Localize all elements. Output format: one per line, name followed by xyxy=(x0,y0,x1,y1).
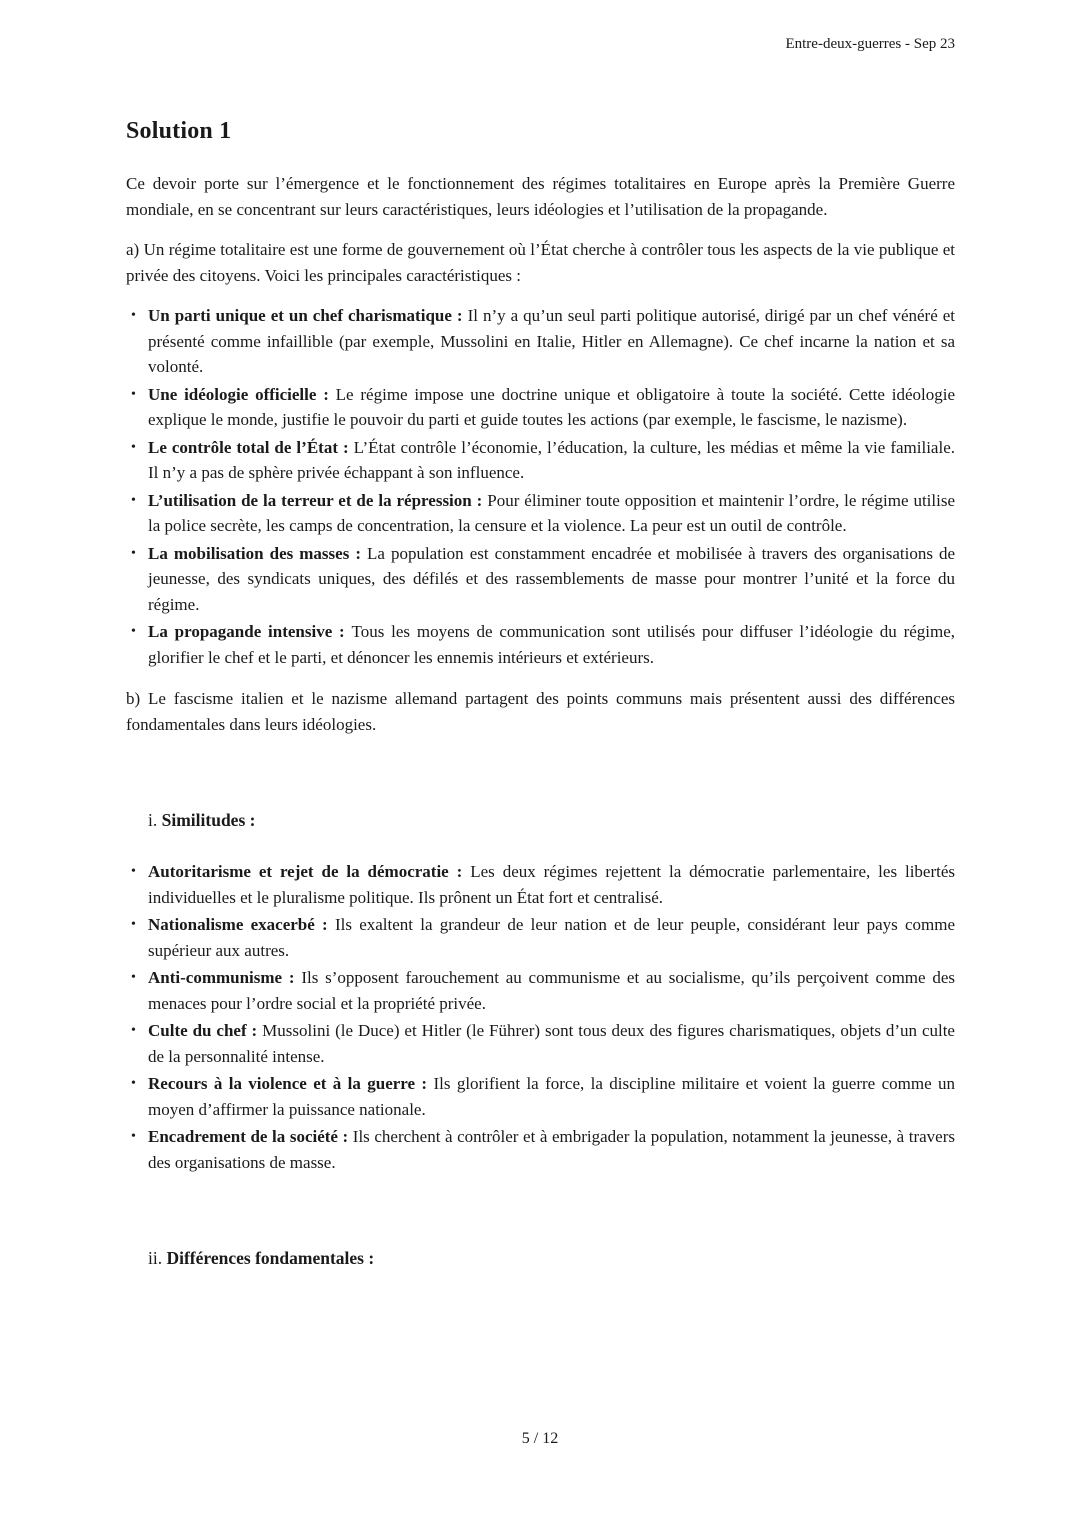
subheading-differences xyxy=(126,1245,955,1271)
subheading-label: Similitudes : xyxy=(161,810,256,830)
characteristics-list xyxy=(126,303,955,670)
bullet-icon: • xyxy=(131,439,136,455)
subheading-similitudes xyxy=(126,807,955,833)
bullet-icon: • xyxy=(131,864,136,879)
similitudes-list xyxy=(126,859,955,1175)
list-item-lead: La propagande intensive : xyxy=(148,622,345,641)
subheading-numeral: i. xyxy=(148,810,158,830)
page-header: Entre-deux-guerres - Sep 23 xyxy=(785,36,955,52)
list-item xyxy=(126,435,955,486)
list-item xyxy=(126,488,955,539)
list-item xyxy=(126,1124,955,1175)
page-title: Solution 1 xyxy=(126,118,232,144)
bullet-icon: • xyxy=(131,917,136,932)
bullet-icon: • xyxy=(131,492,136,508)
list-item-lead: Recours à la violence et à la guerre : xyxy=(148,1074,428,1093)
list-item xyxy=(126,1018,955,1069)
list-item-text: Ils s’opposent farouchement au communisme et au socialisme, qu’ils perçoivent comme des menaces pour l’ordre social et la propriété privée. xyxy=(148,968,956,1013)
bullet-icon: • xyxy=(131,970,136,985)
list-item-lead: Autoritarisme et rejet de la démocratie : xyxy=(148,862,463,881)
list-item-lead: Le contrôle total de l’État : xyxy=(148,437,349,457)
section-b-paragraph: b) Le fascisme italien et le nazisme allemand partagent des points communs mais présentent aussi des différences fondamentales dans leurs idéologies. xyxy=(126,689,955,734)
list-item xyxy=(126,1071,955,1122)
bullet-icon: • xyxy=(131,386,136,402)
list-item-lead: Une idéologie officielle : xyxy=(148,384,329,404)
subheading-numeral: ii. xyxy=(148,1248,163,1268)
list-item-text: Les deux régimes rejettent la démocratie parlementaire, les libertés individuelles et le pluralisme politique. Ils prônent un État fort et centralisé. xyxy=(148,862,956,907)
list-item xyxy=(126,912,955,963)
list-item xyxy=(126,965,955,1016)
list-item xyxy=(126,619,955,670)
list-item xyxy=(126,859,955,910)
list-item-text: Pour éliminer toute opposition et maintenir l’ordre, le régime utilise la police secrète, les camps de concentration, la censure et la violence. La peur est un outil de contrôle. xyxy=(148,490,955,535)
list-item-text: Ils glorifient la force, la discipline militaire et voient la guerre comme un moyen d’affirmer la puissance nationale. xyxy=(148,1074,955,1119)
bullet-icon: • xyxy=(131,624,136,639)
list-item xyxy=(126,303,955,380)
list-item-text: Tous les moyens de communication sont utilisés pour diffuser l’idéologie du régime, glorifier le chef et le parti, et dénoncer les ennemis intérieurs et extérieurs. xyxy=(148,622,956,667)
subheading-label: Différences fondamentales : xyxy=(166,1248,375,1268)
bullet-icon: • xyxy=(131,1129,136,1144)
list-item-text: Il n’y a qu’un seul parti politique autorisé, dirigé par un chef vénéré et présenté comme infaillible (par exemple, Mussolini en Italie, Hitler en Allemagne). Ce chef incarne la nation et sa volonté. xyxy=(148,306,956,376)
bullet-icon: • xyxy=(131,545,136,561)
list-item-lead: L’utilisation de la terreur et de la répression : xyxy=(148,490,483,510)
list-item-lead: Nationalisme exacerbé : xyxy=(148,915,328,934)
list-item-lead: Encadrement de la société : xyxy=(148,1127,349,1146)
list-item xyxy=(126,382,955,433)
list-item-lead: La mobilisation des masses : xyxy=(148,543,361,563)
list-item-lead: Un parti unique et un chef charismatique : xyxy=(148,306,463,325)
bullet-icon: • xyxy=(131,1023,136,1038)
list-item xyxy=(126,541,955,618)
intro-paragraph: Ce devoir porte sur l’émergence et le fonctionnement des régimes totalitaires en Europe après la Première Guerre mondiale, en se concentrant sur leurs caractéristiques, leurs idéologies et l’utilisation de la propagande. xyxy=(126,174,955,219)
bullet-icon: • xyxy=(131,308,136,323)
list-item-lead: Culte du chef : xyxy=(148,1021,258,1040)
list-item-text: Mussolini (le Duce) et Hitler (le Führer) sont tous deux des figures charismatiques, objets d’un culte de la personnalité intense. xyxy=(148,1021,955,1066)
document-content xyxy=(126,118,955,1297)
list-item-text: Ils cherchent à contrôler et à embrigader la population, notamment la jeunesse, à travers des organisations de masse. xyxy=(148,1127,955,1172)
list-item-text: Ils exaltent la grandeur de leur nation et de leur peuple, considérant leur pays comme supérieur aux autres. xyxy=(148,915,956,960)
list-item-text: La population est constamment encadrée et mobilisée à travers des organisations de jeunesse, des syndicats uniques, des défilés et des rassemblements de masse pour montrer l’unité et la force du régime. xyxy=(148,543,955,614)
list-item-text: Le régime impose une doctrine unique et obligatoire à toute la société. Cette idéologie explique le monde, justifie le pouvoir du parti et guide toutes les actions (par exemple, le fascisme, le nazisme). xyxy=(148,384,955,429)
page-number: 5 / 12 xyxy=(521,1430,559,1447)
section-a-paragraph: a) Un régime totalitaire est une forme de gouvernement où l’État cherche à contrôler tous les aspects de la vie publique et privée des citoyens. Voici les principales caractéristiques : xyxy=(126,240,955,285)
bullet-icon: • xyxy=(131,1076,136,1091)
list-item-text: L’État contrôle l’économie, l’éducation, la culture, les médias et même la vie familiale. Il n’y a pas de sphère privée échappant à son influence. xyxy=(148,437,955,482)
list-item-lead: Anti-communisme : xyxy=(148,968,295,987)
